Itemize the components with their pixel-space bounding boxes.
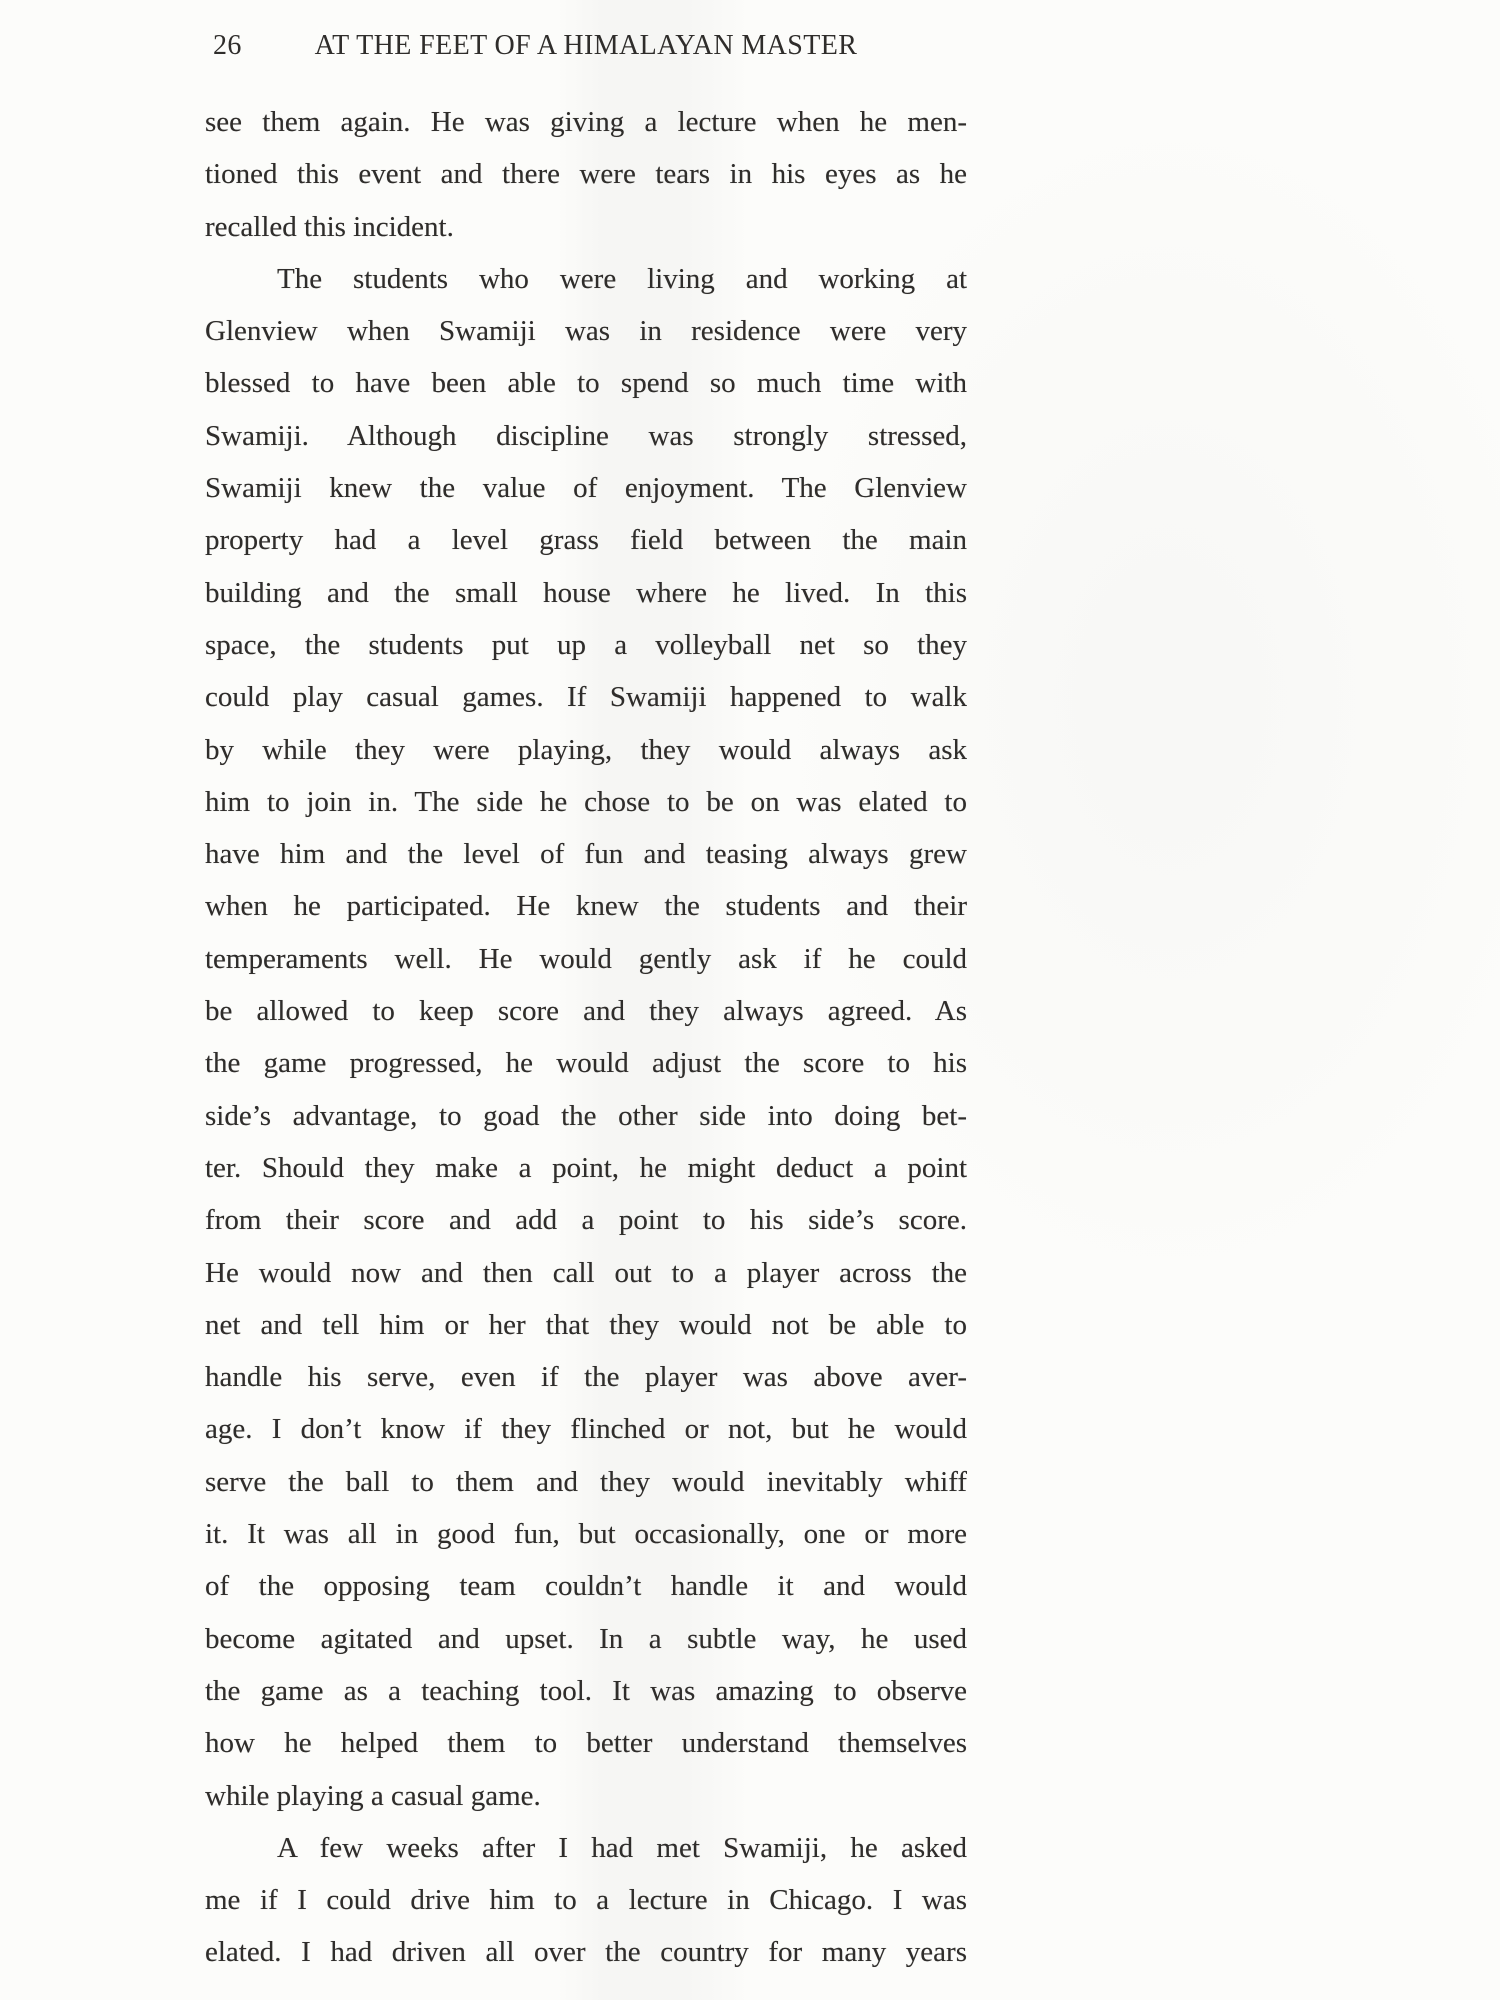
text-line: while playing a casual game. <box>205 1779 541 1812</box>
text-line: when he participated. He knew the students and their <box>205 890 967 923</box>
text-line: me if I could drive him to a lecture in Chicago. I was <box>205 1884 967 1917</box>
text-line: temperaments well. He would gently ask if he could <box>205 942 967 975</box>
text-line: him to join in. The side he chose to be on was elated to <box>205 785 967 818</box>
text-line: elated. I had driven all over the country for many years <box>205 1936 967 1969</box>
page-body-text <box>205 96 967 1979</box>
text-line: could play casual games. If Swamiji happened to walk <box>205 681 967 714</box>
text-line: how he helped them to better understand themselves <box>205 1727 967 1760</box>
text-line: from their score and add a point to his side’s score. <box>205 1204 967 1237</box>
page-number: 26 <box>213 30 242 61</box>
page-header <box>205 30 967 70</box>
text-line: net and tell him or her that they would not be able to <box>205 1308 967 1341</box>
text-line: property had a level grass field between the main <box>205 524 967 557</box>
text-line: the game as a teaching tool. It was amazing to observe <box>205 1674 967 1707</box>
text-line: recalled this incident. <box>205 210 454 243</box>
text-line: building and the small house where he lived. In this <box>205 576 967 609</box>
text-line: blessed to have been able to spend so much time with <box>205 367 967 400</box>
text-line: tioned this event and there were tears in his eyes as he <box>205 158 967 191</box>
text-line: side’s advantage, to goad the other side into doing bet- <box>205 1099 967 1132</box>
text-line: age. I don’t know if they flinched or not, but he would <box>205 1413 967 1446</box>
text-line: space, the students put up a volleyball net so they <box>205 628 967 661</box>
text-line: have him and the level of fun and teasing always grew <box>205 838 967 871</box>
text-line: be allowed to keep score and they always agreed. As <box>205 995 967 1028</box>
text-line: ter. Should they make a point, he might deduct a point <box>205 1151 967 1184</box>
text-line: see them again. He was giving a lecture when he men- <box>205 106 967 138</box>
text-line: handle his serve, even if the player was above aver- <box>205 1361 967 1394</box>
text-line: The students who were living and working at <box>277 262 967 295</box>
running-header-title: AT THE FEET OF A HIMALAYAN MASTER <box>314 30 858 61</box>
text-line: Swamiji. Although discipline was strongly stressed, <box>205 419 967 452</box>
text-line: by while they were playing, they would always ask <box>205 733 967 766</box>
text-line: it. It was all in good fun, but occasionally, one or more <box>205 1518 967 1551</box>
text-line: Swamiji knew the value of enjoyment. The Glenview <box>205 472 967 505</box>
text-line: the game progressed, he would adjust the score to his <box>205 1047 967 1080</box>
text-line: Glenview when Swamiji was in residence were very <box>205 315 967 348</box>
text-line: A few weeks after I had met Swamiji, he asked <box>277 1831 967 1864</box>
text-line: become agitated and upset. In a subtle way, he used <box>205 1622 967 1655</box>
text-line: of the opposing team couldn’t handle it and would <box>205 1570 967 1603</box>
text-line: He would now and then call out to a player across the <box>205 1256 967 1289</box>
text-line: serve the ball to them and they would inevitably whiff <box>205 1465 967 1498</box>
